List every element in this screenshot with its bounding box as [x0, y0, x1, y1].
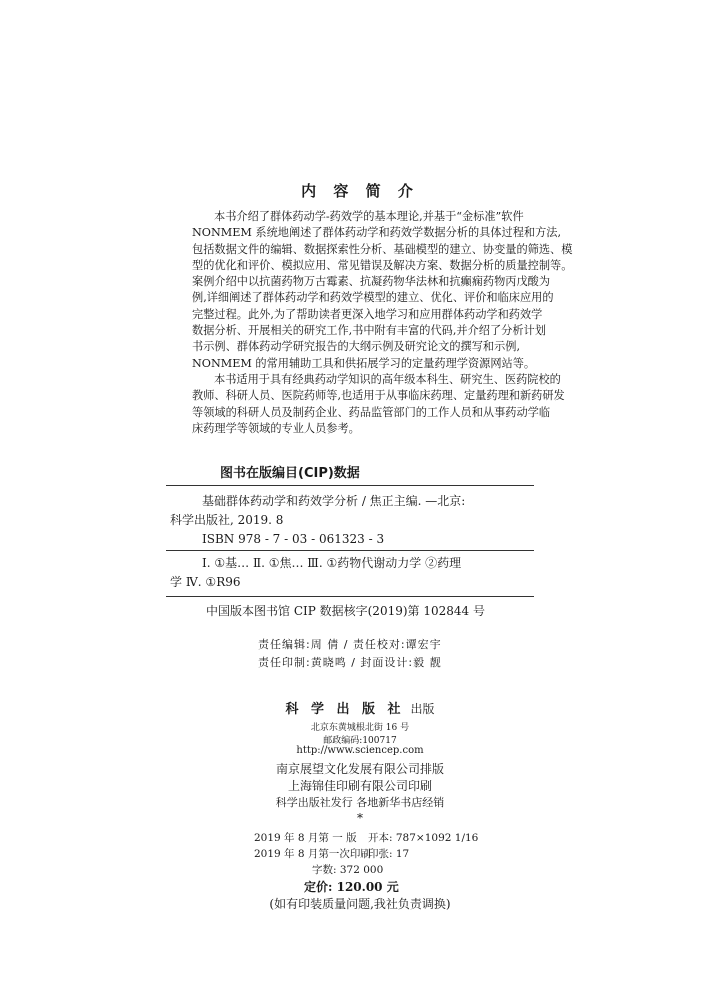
summary-line: 等领域的科研人员及制药企业、药品监管部门的工作人员和从事药动学临: [192, 405, 551, 419]
publisher-name: 科 学 出 版 社: [285, 702, 405, 717]
summary-line: 本书适用于具有经典药动学知识的高年级本科生、研究生、医药院校的: [214, 373, 561, 386]
distribution: 科学出版社发行 各地新华书店经销: [275, 796, 445, 809]
cip-line-title: 基础群体药动学和药效学分析 / 焦正主编. —北京:: [202, 494, 466, 508]
summary-line: 教师、科研人员、医院药师等,也适用于从事临床药理、定量药理和新药研发: [192, 389, 565, 403]
publisher-url: http://www.sciencep.com: [296, 745, 424, 756]
summary-line: 数据分析、开展相关的研究工作,书中附有丰富的代码,并介绍了分析计划: [192, 324, 546, 338]
summary-line: NONMEM 系统地阐述了群体药动学和药效学数据分析的具体过程和方法,: [192, 226, 562, 240]
typesetter: 南京展望文化发展有限公司排版: [275, 762, 444, 776]
cip-class-block: [170, 554, 534, 592]
summary-line: 例,详细阐述了群体药动学和药效学模型的建立、优化、评价和临床应用的: [192, 291, 554, 305]
cip-record-number: 中国版本图书馆 CIP 数据核字(2019)第 102844 号: [206, 604, 485, 618]
printer: 上海锦佳印刷有限公司印刷: [287, 779, 432, 793]
staff-line-1: 责任编辑:周 倩 / 责任校对:谭宏宇: [258, 638, 442, 651]
staff-line-2: 责任印制:黄晓鸣 / 封面设计:毅 靓: [258, 656, 442, 669]
publisher-postcode: 邮政编码:100717: [323, 736, 397, 746]
summary-line: NONMEM 的常用辅助工具和供拓展学习的定量药理学资源网站等。: [192, 356, 536, 370]
cip-class-line-2: 学 Ⅳ. ①R96: [170, 575, 241, 589]
cip-line-isbn: ISBN 978 - 7 - 03 - 061323 - 3: [202, 532, 385, 546]
cip-bottom-rule: [166, 596, 534, 597]
summary-line: 本书介绍了群体药动学-药效学的基本理论,并基于“金标准”软件: [214, 210, 524, 223]
cip-block: [170, 492, 534, 549]
cip-heading: 图书在版编目(CIP)数据: [220, 466, 360, 481]
cip-mid-rule: [166, 550, 534, 551]
summary-paragraph-2: [192, 372, 565, 437]
edition: 2019 年 8 月第 一 版: [254, 832, 357, 844]
summary-line: 床药理学等领域的专业人员参考。: [192, 421, 360, 435]
publisher-line: [0, 698, 720, 717]
separator-star: *: [357, 811, 363, 825]
price: 定价: 120.00 元: [304, 880, 399, 894]
summary-line: 书示例、群体药动学研究报告的大纲示例及研究论文的撰写和示例,: [192, 340, 520, 354]
cip-top-rule: [166, 485, 534, 486]
format: 开本: 787×1092 1/16: [368, 832, 479, 844]
quality-notice: (如有印装质量问题,我社负责调换): [269, 897, 451, 911]
sheets: 印张: 17: [368, 848, 410, 860]
printing: 2019 年 8 月第一次印刷: [254, 848, 371, 860]
cip-line-publisher: 科学出版社, 2019. 8: [170, 513, 284, 527]
publisher-address: 北京东黄城根北街 16 号: [310, 723, 410, 733]
word-count: 字数: 372 000: [312, 864, 384, 876]
summary-line: 包括数据文件的编辑、数据探索性分析、基础模型的建立、协变量的筛选、模: [192, 242, 573, 256]
summary-line: 完整过程。此外,为了帮助读者更深入地学习和应用群体药动学和药效学: [192, 307, 543, 321]
publisher-suffix: 出版: [410, 702, 435, 716]
summary-paragraph-1: [192, 209, 573, 372]
cip-class-line-1: Ⅰ. ①基… Ⅱ. ①焦… Ⅲ. ①药物代谢动力学 ②药理: [202, 556, 462, 570]
summary-title: 内 容 简 介: [301, 182, 419, 200]
summary-line: 案例介绍中以抗菌药物万古霉素、抗凝药物华法林和抗癫痫药物丙戊酸为: [192, 275, 551, 289]
summary-line: 型的优化和评价、模拟应用、常见错误及解决方案、数据分析的质量控制等。: [192, 258, 573, 272]
